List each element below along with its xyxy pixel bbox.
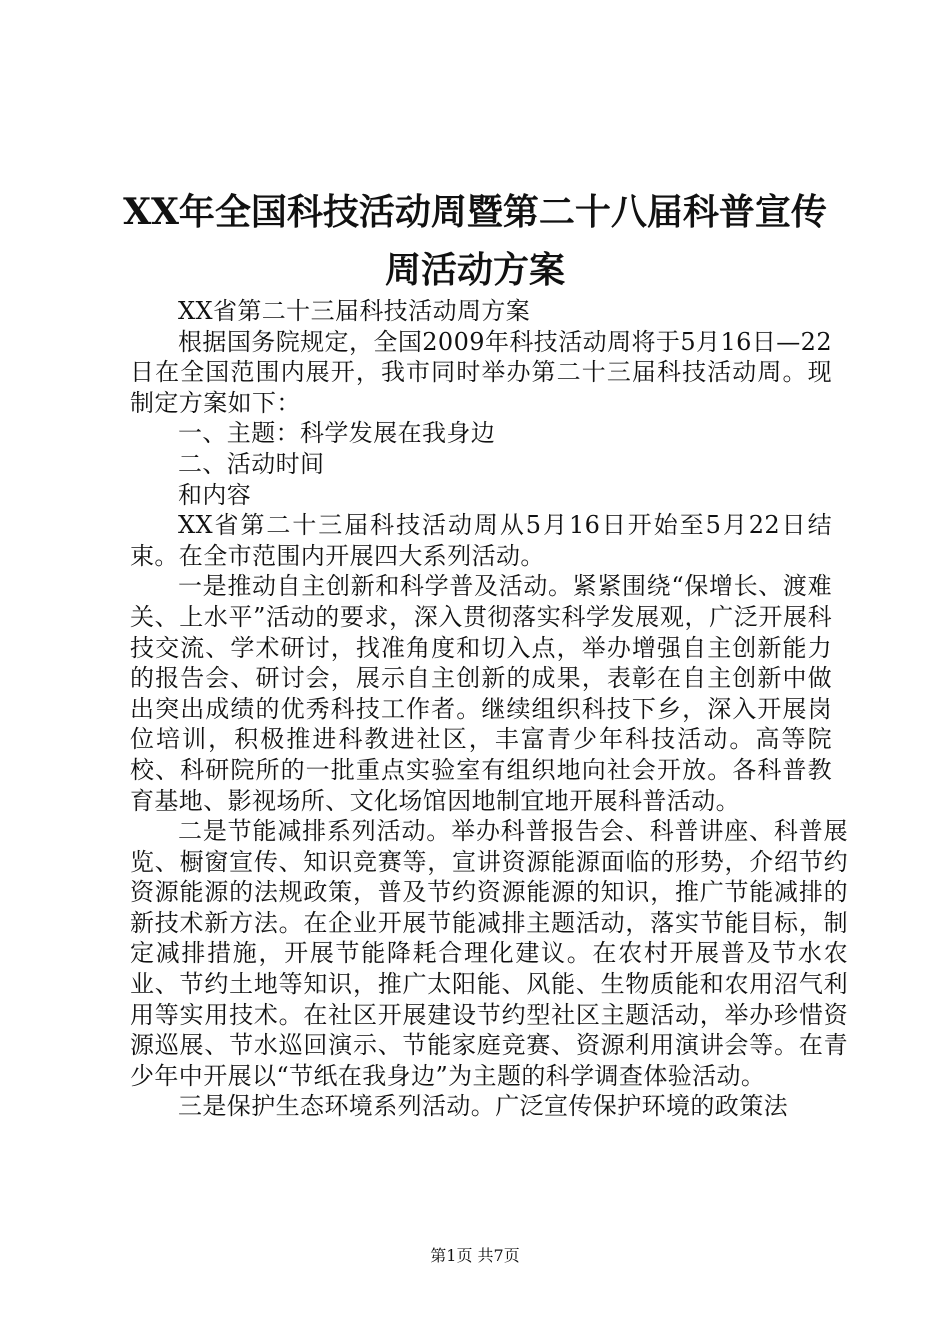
paragraph-activity-3: 三是保护生态环境系列活动。广泛宣传保护环境的政策法: [178, 1092, 788, 1121]
document-title-line-2: 周活动方案: [384, 249, 565, 291]
document-title-line-1: XX年全国科技活动周暨第二十八届科普宣传: [123, 191, 827, 233]
document-body: [130, 296, 848, 1122]
paragraph-schedule: XX省第二十三届科技活动周从5月16日开始至5月22日结束。在全市范围内开展四大系列活动。: [130, 511, 832, 570]
paragraph-intro: 根据国务院规定，全国2009年科技活动周将于5月16日—22日在全国范围内展开，我市同时举办第二十三届科技活动周。现制定方案如下：: [130, 327, 832, 417]
paragraph-activity-2: 二是节能减排系列活动。举办科普报告会、科普讲座、科普展览、橱窗宣传、知识竞赛等，宣讲资源能源面临的形势，介绍节约资源能源的法规政策，普及节约资源能源的知识，推广节能减排的新技术新方法。在企业开展节能减排主题活动，落实节能目标，制定减排措施，开展节能降耗合理化建议。在农村开展普及节水农业、节约土地等知识，推广太阳能、风能、生物质能和农用沼气利用等实用技术。在社区开展建设节约型社区主题活动，举办珍惜资源巡展、节水巡回演示、节能家庭竞赛、资源利用演讲会等。在青少年中开展以“节纸在我身边”为主题的科学调查体验活动。: [130, 817, 848, 1090]
paragraph-activity-1: 一是推动自主创新和科学普及活动。紧紧围绕“保增长、渡难关、上水平”活动的要求，深入贯彻落实科学发展观，广泛开展科技交流、学术研讨，找准角度和切入点，举办增强自主创新能力的报告会、研讨会，展示自主创新的成果，表彰在自主创新中做出突出成绩的优秀科技工作者。继续组织科技下乡，深入开展岗位培训，积极推进科教进社区，丰富青少年科技活动。高等院校、科研院所的一批重点实验室有组织地向社会开放。各科普教育基地、影视场所、文化场馆因地制宜地开展科普活动。: [130, 572, 832, 815]
paragraph-content-heading: 和内容: [178, 480, 252, 509]
page-number-footer: 第1页 共7页: [430, 1246, 520, 1265]
paragraph-subtitle: XX省第二十三届科技活动周方案: [178, 297, 531, 325]
paragraph-theme: 一、主题：科学发展在我身边: [178, 419, 496, 448]
paragraph-time-heading: 二、活动时间: [178, 449, 325, 478]
